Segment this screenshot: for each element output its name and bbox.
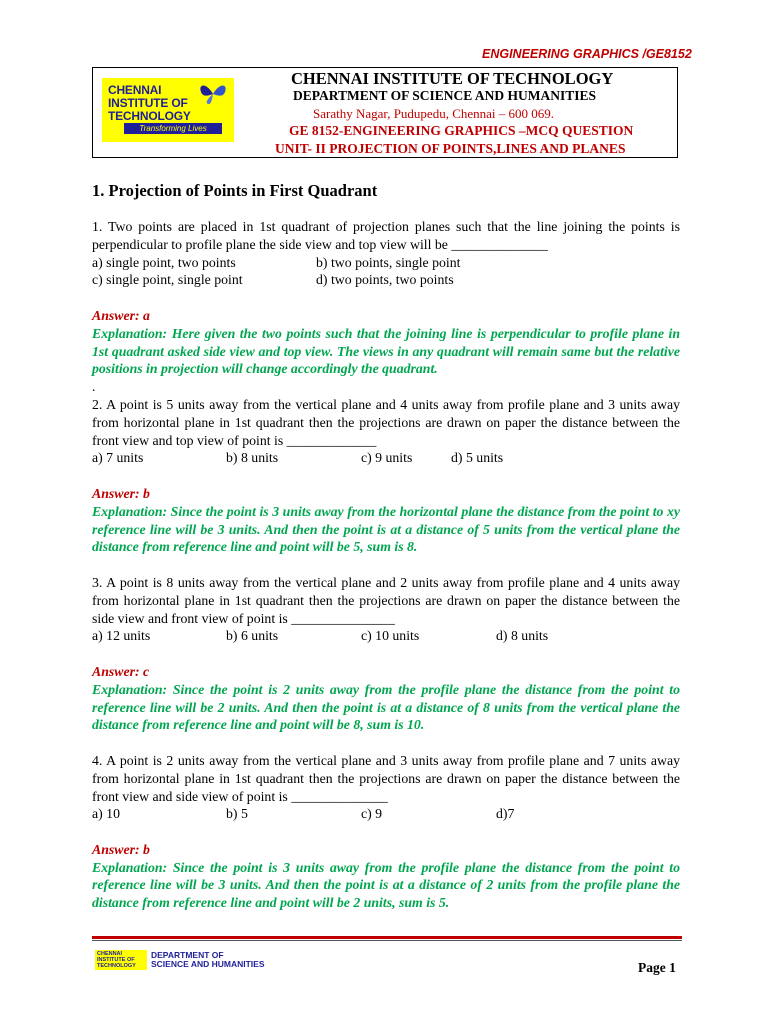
logo-line-2: INSTITUTE OF [108,96,188,110]
option-b: b) 6 units [226,628,279,644]
option-b: b) 8 units [226,450,279,466]
section-title: 1. Projection of Points in First Quadrant [92,181,378,200]
answer: Answer: b [92,485,150,501]
options-row [92,449,680,467]
options-row [92,805,680,823]
options-row [92,271,680,289]
options-row [92,254,680,272]
option-c: c) 10 units [361,628,420,644]
footer-logo-line-3: TECHNOLOGY [97,963,136,969]
footer-dept-line-1: DEPARTMENT OF [151,950,224,960]
footer-divider [92,936,682,939]
footer-divider-thin [92,940,682,941]
explanation: Explanation: Since the point is 2 units away from the profile plane the distance from the point to reference line will be 2 units. And then the point is at a distance of 8 units from the vertical plane the distance from reference line and point will be 8, sum is 10. [92,681,680,733]
option-c: c) single point, single point [92,272,243,288]
butterfly-icon [198,82,228,106]
explanation: Explanation: Here given the two points such that the joining line is perpendicular to profile plane in 1st quadrant asked side view and top view. The views in any quadrant will remain same but the relative positions in projection will change accordingly the quadrant. [92,325,680,377]
trailing-dot: . [92,379,96,395]
question-2 [92,396,680,574]
running-header: ENGINEERING GRAPHICS /GE8152 [482,47,692,61]
explanation: Explanation: Since the point is 3 units away from the horizontal plane the distance from the point to xy reference line will be 3 units. And then the point is at a distance of 5 units from the vertical plane the distance from reference line and point will be 5, sum is 8. [92,503,680,555]
option-d: d) 5 units [451,450,504,466]
option-d: d) 8 units [496,628,549,644]
options-row [92,627,680,645]
logo-line-1: CHENNAI [108,83,162,97]
option-b: b) two points, single point [316,254,461,270]
answer: Answer: b [92,841,150,857]
option-d: d) two points, two points [316,272,454,288]
footer-logo-line-1: CHENNAI [97,951,123,957]
question-4 [92,752,680,912]
unit-title: UNIT- II PROJECTION OF POINTS,LINES AND PLANES [275,141,626,156]
option-a: a) 10 [92,806,120,822]
answer: Answer: a [92,307,150,323]
question-text: 3. A point is 8 units away from the vertical plane and 2 units away from profile plane and 4 units away from horizontal plane in 1st quadrant then the projections are drawn on paper the distance between the side view and front view of point is _______________ [92,574,680,626]
question-3 [92,574,680,752]
page-number: Page 1 [638,960,676,975]
department-name: DEPARTMENT OF SCIENCE AND HUMANITIES [293,88,597,103]
option-c: c) 9 [361,806,383,822]
footer-dept-line-2: SCIENCE AND HUMANITIES [151,959,265,969]
question-1 [92,218,680,396]
letterhead-box [92,67,678,158]
logo-tagline: Transforming Lives [124,123,222,134]
question-list [92,218,680,912]
option-b: b) 5 [226,806,248,822]
question-text: 2. A point is 5 units away from the vertical plane and 4 units away from profile plane and 3 units away from horizontal plane in 1st quadrant then the projections are drawn on paper the distance between the front view and top view of point is _____________ [92,396,680,448]
footer-logo-line-2: INSTITUTE OF [97,957,135,963]
logo-line-3: TECHNOLOGY [108,109,191,123]
question-text: 1. Two points are placed in 1st quadrant of projection planes such that the line joining the points is perpendicular to profile plane the side view and top view will be ______________ [92,219,680,252]
option-a: a) 7 units [92,450,144,466]
answer: Answer: c [92,663,150,679]
explanation: Explanation: Since the point is 3 units away from the profile plane the distance from the point to reference line will be 3 units. And then the point is at a distance of 2 units from the profile plane the distance from reference line and point will be 2 units, sum is 5. [92,859,680,911]
question-text: 4. A point is 2 units away from the vertical plane and 3 units away from profile plane and 7 units away from horizontal plane in 1st quadrant then the projections are drawn on paper the distance between the front view and side view of point is ______________ [92,752,680,804]
option-c: c) 9 units [361,450,413,466]
option-d: d)7 [496,806,515,822]
institute-address: Sarathy Nagar, Pudupedu, Chennai – 600 069. [313,106,555,121]
course-title: GE 8152-ENGINEERING GRAPHICS –MCQ QUESTION [289,123,634,138]
footer-logo [95,950,147,970]
option-a: a) single point, two points [92,254,236,270]
institute-logo [102,78,234,142]
footer-department [151,951,265,969]
option-a: a) 12 units [92,628,151,644]
institute-name: CHENNAI INSTITUTE OF TECHNOLOGY [291,69,614,88]
